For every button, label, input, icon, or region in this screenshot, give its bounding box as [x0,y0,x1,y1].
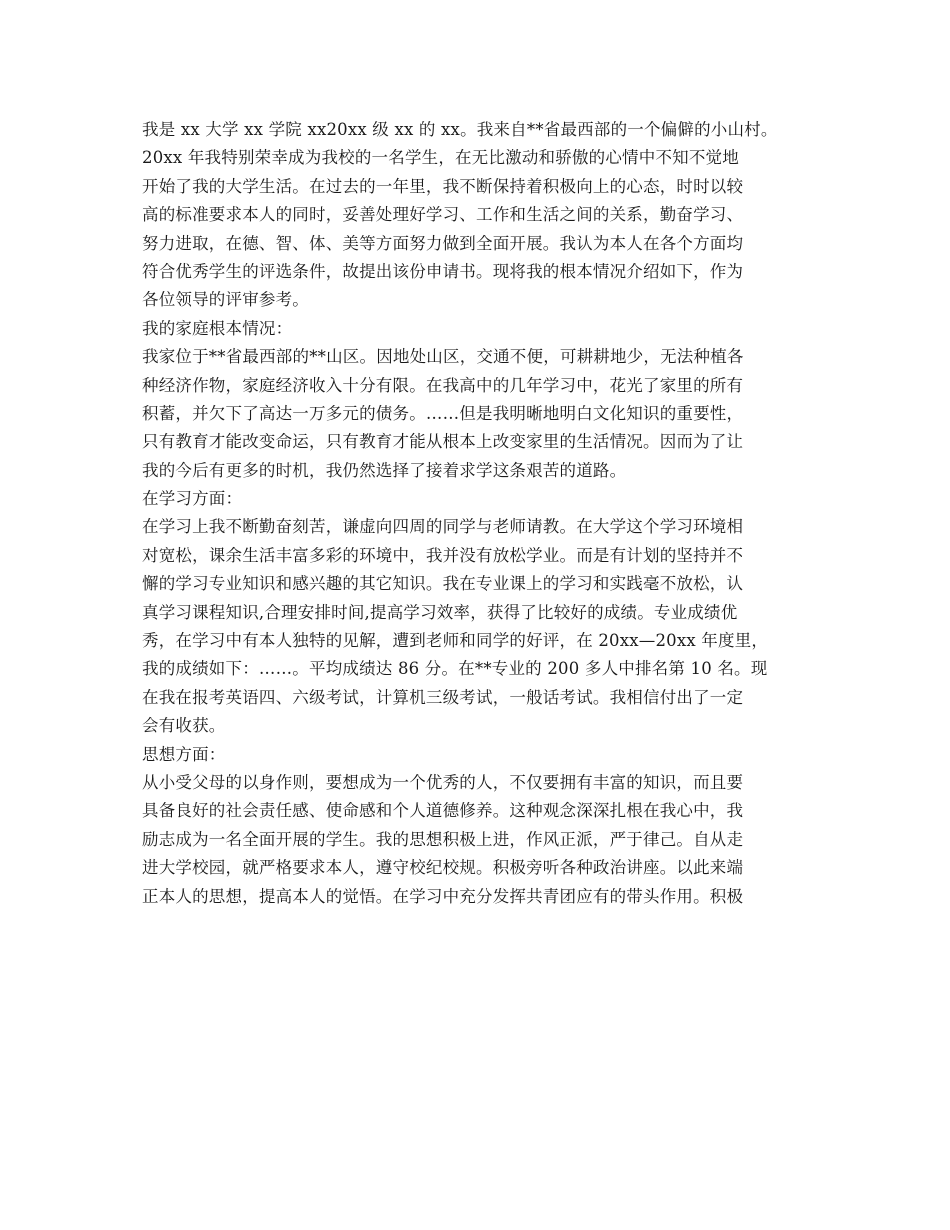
text-line: 我家位于**省最西部的**山区。因地处山区，交通不便，可耕耕地少，无法种植各 [142,347,744,367]
text-line: 符合优秀学生的评选条件，故提出该份申请书。现将我的根本情况介绍如下，作为 [142,261,744,281]
text-line: 在学习上我不断勤奋刻苦，谦虚向四周的同学与老师请教。在大学这个学习环境相 [142,517,744,537]
section-heading-family: 我的家庭根本情况： [142,318,293,338]
document-body [142,116,814,911]
text-line: 在我在报考英语四、六级考试，计算机三级考试，一般话考试。我相信付出了一定 [142,687,744,707]
section-heading-ideology: 思想方面： [142,744,226,764]
text-line: 只有教育才能改变命运，只有教育才能从根本上改变家里的生活情况。因而为了让 [142,432,744,452]
text-line: 积蓄，并欠下了高达一万多元的债务。……但是我明晰地明白文化知识的重要性， [142,403,744,423]
text-line: 懈的学习专业知识和感兴趣的其它知识。我在专业课上的学习和实践毫不放松，认 [142,574,744,594]
text-line: 我是 xx 大学 xx 学院 xx20xx 级 xx 的 xx。我来自**省最西部的一个偏僻的小山村。 [142,120,778,139]
text-line: 各位领导的评审参考。 [142,290,309,310]
text-line: 具备良好的社会责任感、使命感和个人道德修养。这种观念深深扎根在我心中，我 [142,801,744,821]
text-line: 我的成绩如下：……。平均成绩达 86 分。在**专业的 200 多人中排名第 10 名。现 [142,659,768,679]
text-line: 进大学校园，就严格要求本人，遵守校纪校规。积极旁听各种政治讲座。以此来端 [142,858,744,878]
text-line: 努力进取，在德、智、体、美等方面努力做到全面开展。我认为本人在各个方面均 [142,233,744,253]
text-line: 种经济作物，家庭经济收入十分有限。在我高中的几年学习中，花光了家里的所有 [142,375,744,395]
text-line: 我的今后有更多的时机，我仍然选择了接着求学这条艰苦的道路。 [142,460,627,480]
text-line: 从小受父母的以身作则，要想成为一个优秀的人，不仅要拥有丰富的知识，而且要 [142,772,744,792]
text-line: 对宽松，课余生活丰富多彩的环境中，我并没有放松学业。而是有计划的坚持并不 [142,545,744,565]
text-line: 20xx 年我特别荣幸成为我校的一名学生，在无比激动和骄傲的心情中不知不觉地 [142,148,739,168]
text-line: 正本人的思想，提高本人的觉悟。在学习中充分发挥共青团应有的带头作用。积极 [142,886,744,906]
text-line: 会有收获。 [142,716,226,736]
section-heading-study: 在学习方面： [142,489,243,509]
text-line: 秀，在学习中有本人独特的见解，遭到老师和同学的好评，在 20xx—20xx 年度里， [142,631,769,651]
text-line: 励志成为一名全面开展的学生。我的思想积极上进，作风正派，严于律己。自从走 [142,829,744,849]
text-line: 开始了我的大学生活。在过去的一年里，我不断保持着积极向上的心态，时时以较 [142,176,744,196]
text-line: 真学习课程知识,合理安排时间,提高学习效率，获得了比较好的成绩。专业成绩优 [142,602,738,622]
text-line: 高的标准要求本人的同时，妥善处理好学习、工作和生活之间的关系，勤奋学习、 [142,205,744,225]
